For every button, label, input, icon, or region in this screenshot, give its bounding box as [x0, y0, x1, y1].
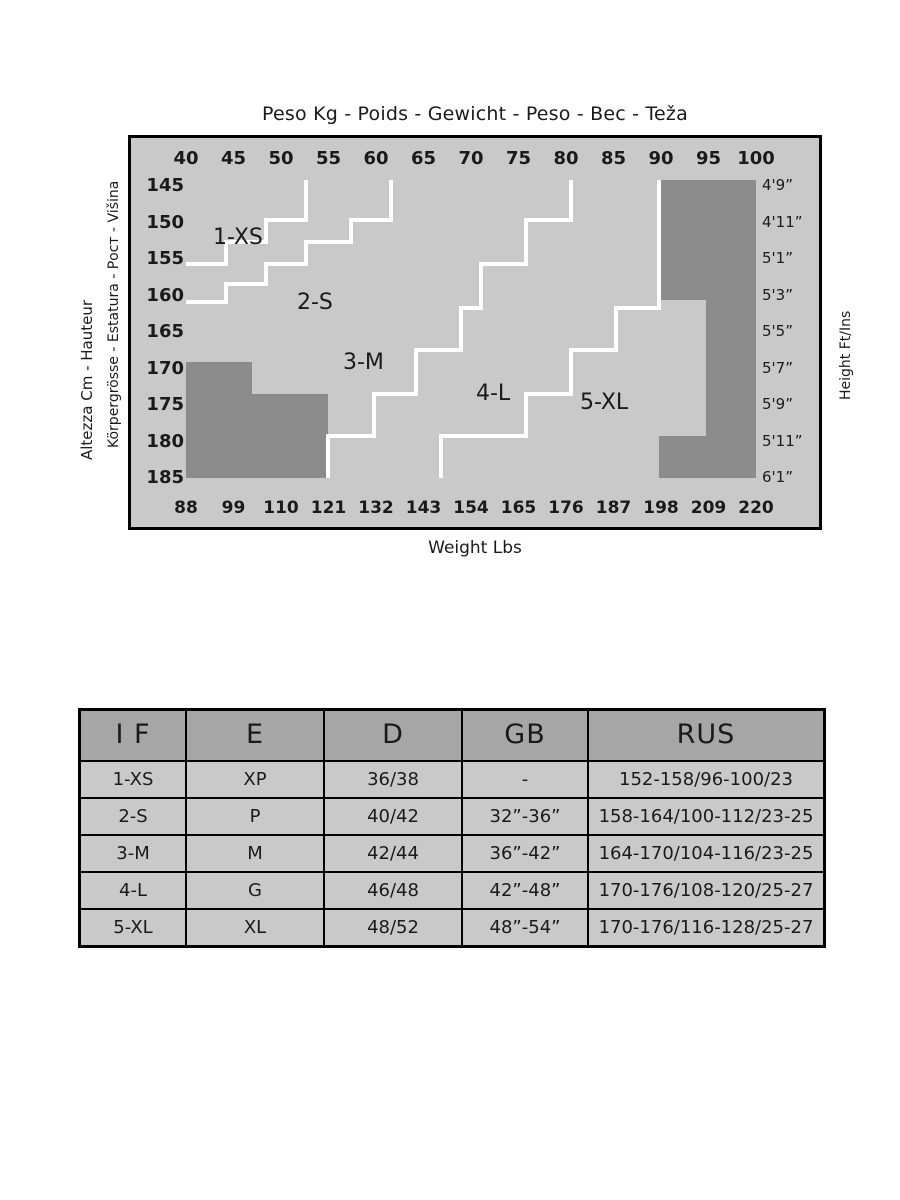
kg-tick-65: 65	[410, 148, 437, 169]
table-cell-rus-0: 152-158/96-100/23	[588, 761, 825, 798]
table-cell-gb-3: 42”-48”	[462, 872, 588, 909]
cm-tick-185: 185	[146, 467, 184, 488]
cm-tick-column	[140, 175, 184, 488]
kg-tick-70: 70	[458, 148, 484, 169]
table-cell-gb-1: 32”-36”	[462, 798, 588, 835]
table-cell-d-4: 48/52	[324, 909, 462, 947]
kg-tick-75: 75	[505, 148, 532, 169]
kg-tick-85: 85	[600, 148, 627, 169]
table-cell-e-3: G	[186, 872, 324, 909]
lbs-tick-165: 165	[500, 498, 537, 518]
table-cell-if-0: 1-XS	[80, 761, 187, 798]
table-cell-rus-1: 158-164/100-112/23-25	[588, 798, 825, 835]
lbs-tick-88: 88	[174, 498, 198, 518]
kg-tick-95: 95	[695, 148, 722, 169]
table-cell-gb-4: 48”-54”	[462, 909, 588, 947]
lbs-tick-110: 110	[263, 498, 299, 518]
zone-label-1-xs: 1-XS	[213, 225, 263, 250]
cm-tick-145: 145	[146, 175, 184, 196]
chart-right-axis-title: Height Ft/Ins	[838, 310, 854, 400]
size-conversion-table	[78, 708, 826, 948]
table-cell-gb-2: 36”-42”	[462, 835, 588, 872]
ft-tick-3: 5'3”	[762, 285, 793, 304]
table-cell-rus-2: 164-170/104-116/23-25	[588, 835, 825, 872]
table-header-if: I F	[80, 710, 187, 762]
lbs-tick-198: 198	[643, 498, 679, 518]
table-cell-if-4: 5-XL	[80, 909, 187, 947]
lbs-tick-154: 154	[453, 498, 489, 518]
table-body	[80, 761, 825, 947]
chart-bottom-axis-title: Weight Lbs	[428, 538, 522, 558]
ft-tick-1: 4'11”	[762, 212, 803, 231]
kg-tick-row	[173, 148, 775, 174]
cm-tick-160: 160	[146, 284, 184, 306]
lbs-tick-176: 176	[548, 498, 584, 518]
ft-tick-0: 4'9”	[762, 176, 793, 194]
cm-tick-170: 170	[146, 357, 184, 379]
lbs-tick-220: 220	[738, 498, 774, 518]
cm-tick-175: 175	[146, 394, 184, 415]
table-row	[80, 761, 825, 798]
table-cell-rus-3: 170-176/108-120/25-27	[588, 872, 825, 909]
zone-label-3-m: 3-M	[343, 350, 384, 375]
table-row	[80, 798, 825, 835]
kg-tick-100: 100	[737, 148, 775, 169]
ft-tick-8: 6'1”	[762, 468, 793, 486]
zone-label-2-s: 2-S	[297, 290, 333, 315]
size-zone-diagram	[186, 180, 756, 478]
table-cell-d-0: 36/38	[324, 761, 462, 798]
table-row	[80, 909, 825, 947]
table-header-gb: GB	[462, 710, 588, 762]
cm-tick-150: 150	[146, 211, 184, 233]
cm-tick-165: 165	[146, 321, 184, 342]
kg-tick-40: 40	[173, 148, 199, 169]
cm-tick-155: 155	[146, 248, 184, 269]
lbs-tick-row	[174, 498, 774, 524]
chart-left-axis-title-inner: Körpergrösse - Estatura - Рост - Višina	[106, 180, 122, 448]
table-cell-e-1: P	[186, 798, 324, 835]
kg-tick-60: 60	[363, 148, 389, 169]
table-cell-d-2: 42/44	[324, 835, 462, 872]
chart-left-axis-title-outer: Altezza Cm - Hauteur	[78, 299, 96, 460]
table-cell-d-1: 40/42	[324, 798, 462, 835]
chart-top-axis-title: Peso Kg - Poids - Gewicht - Peso - Вес - Teža	[262, 103, 688, 125]
table-row	[80, 872, 825, 909]
ft-tick-5: 5'7”	[762, 358, 793, 377]
table-row	[80, 835, 825, 872]
table-cell-gb-0: -	[462, 761, 588, 798]
kg-tick-80: 80	[553, 148, 579, 169]
lbs-tick-99: 99	[221, 498, 246, 518]
zone-label-4-l: 4-L	[476, 381, 511, 406]
table-header-d: D	[324, 710, 462, 762]
zone-label-5-xl: 5-XL	[580, 390, 629, 415]
table-header-row	[80, 710, 825, 762]
ft-tick-7: 5'11”	[762, 431, 803, 450]
table-cell-if-3: 4-L	[80, 872, 187, 909]
lbs-tick-132: 132	[358, 498, 394, 518]
lbs-tick-143: 143	[405, 498, 442, 518]
table-cell-e-4: XL	[186, 909, 324, 947]
ft-tick-4: 5'5”	[762, 322, 793, 340]
table-header-rus: RUS	[588, 710, 825, 762]
lbs-tick-187: 187	[595, 498, 632, 518]
ft-tick-column	[762, 176, 822, 486]
lbs-tick-121: 121	[310, 498, 347, 518]
kg-tick-45: 45	[220, 148, 247, 169]
kg-tick-50: 50	[268, 148, 294, 169]
table-cell-e-0: XP	[186, 761, 324, 798]
table-cell-if-2: 3-M	[80, 835, 187, 872]
table-cell-e-2: M	[186, 835, 324, 872]
table-cell-if-1: 2-S	[80, 798, 187, 835]
kg-tick-90: 90	[648, 148, 674, 169]
ft-tick-6: 5'9”	[762, 395, 793, 413]
table-cell-d-3: 46/48	[324, 872, 462, 909]
ft-tick-2: 5'1”	[762, 249, 793, 267]
kg-tick-55: 55	[315, 148, 342, 169]
table-header-e: E	[186, 710, 324, 762]
lbs-tick-209: 209	[690, 498, 727, 518]
table-cell-rus-4: 170-176/116-128/25-27	[588, 909, 825, 947]
size-conversion-table-wrapper	[78, 708, 826, 948]
cm-tick-180: 180	[146, 430, 184, 452]
